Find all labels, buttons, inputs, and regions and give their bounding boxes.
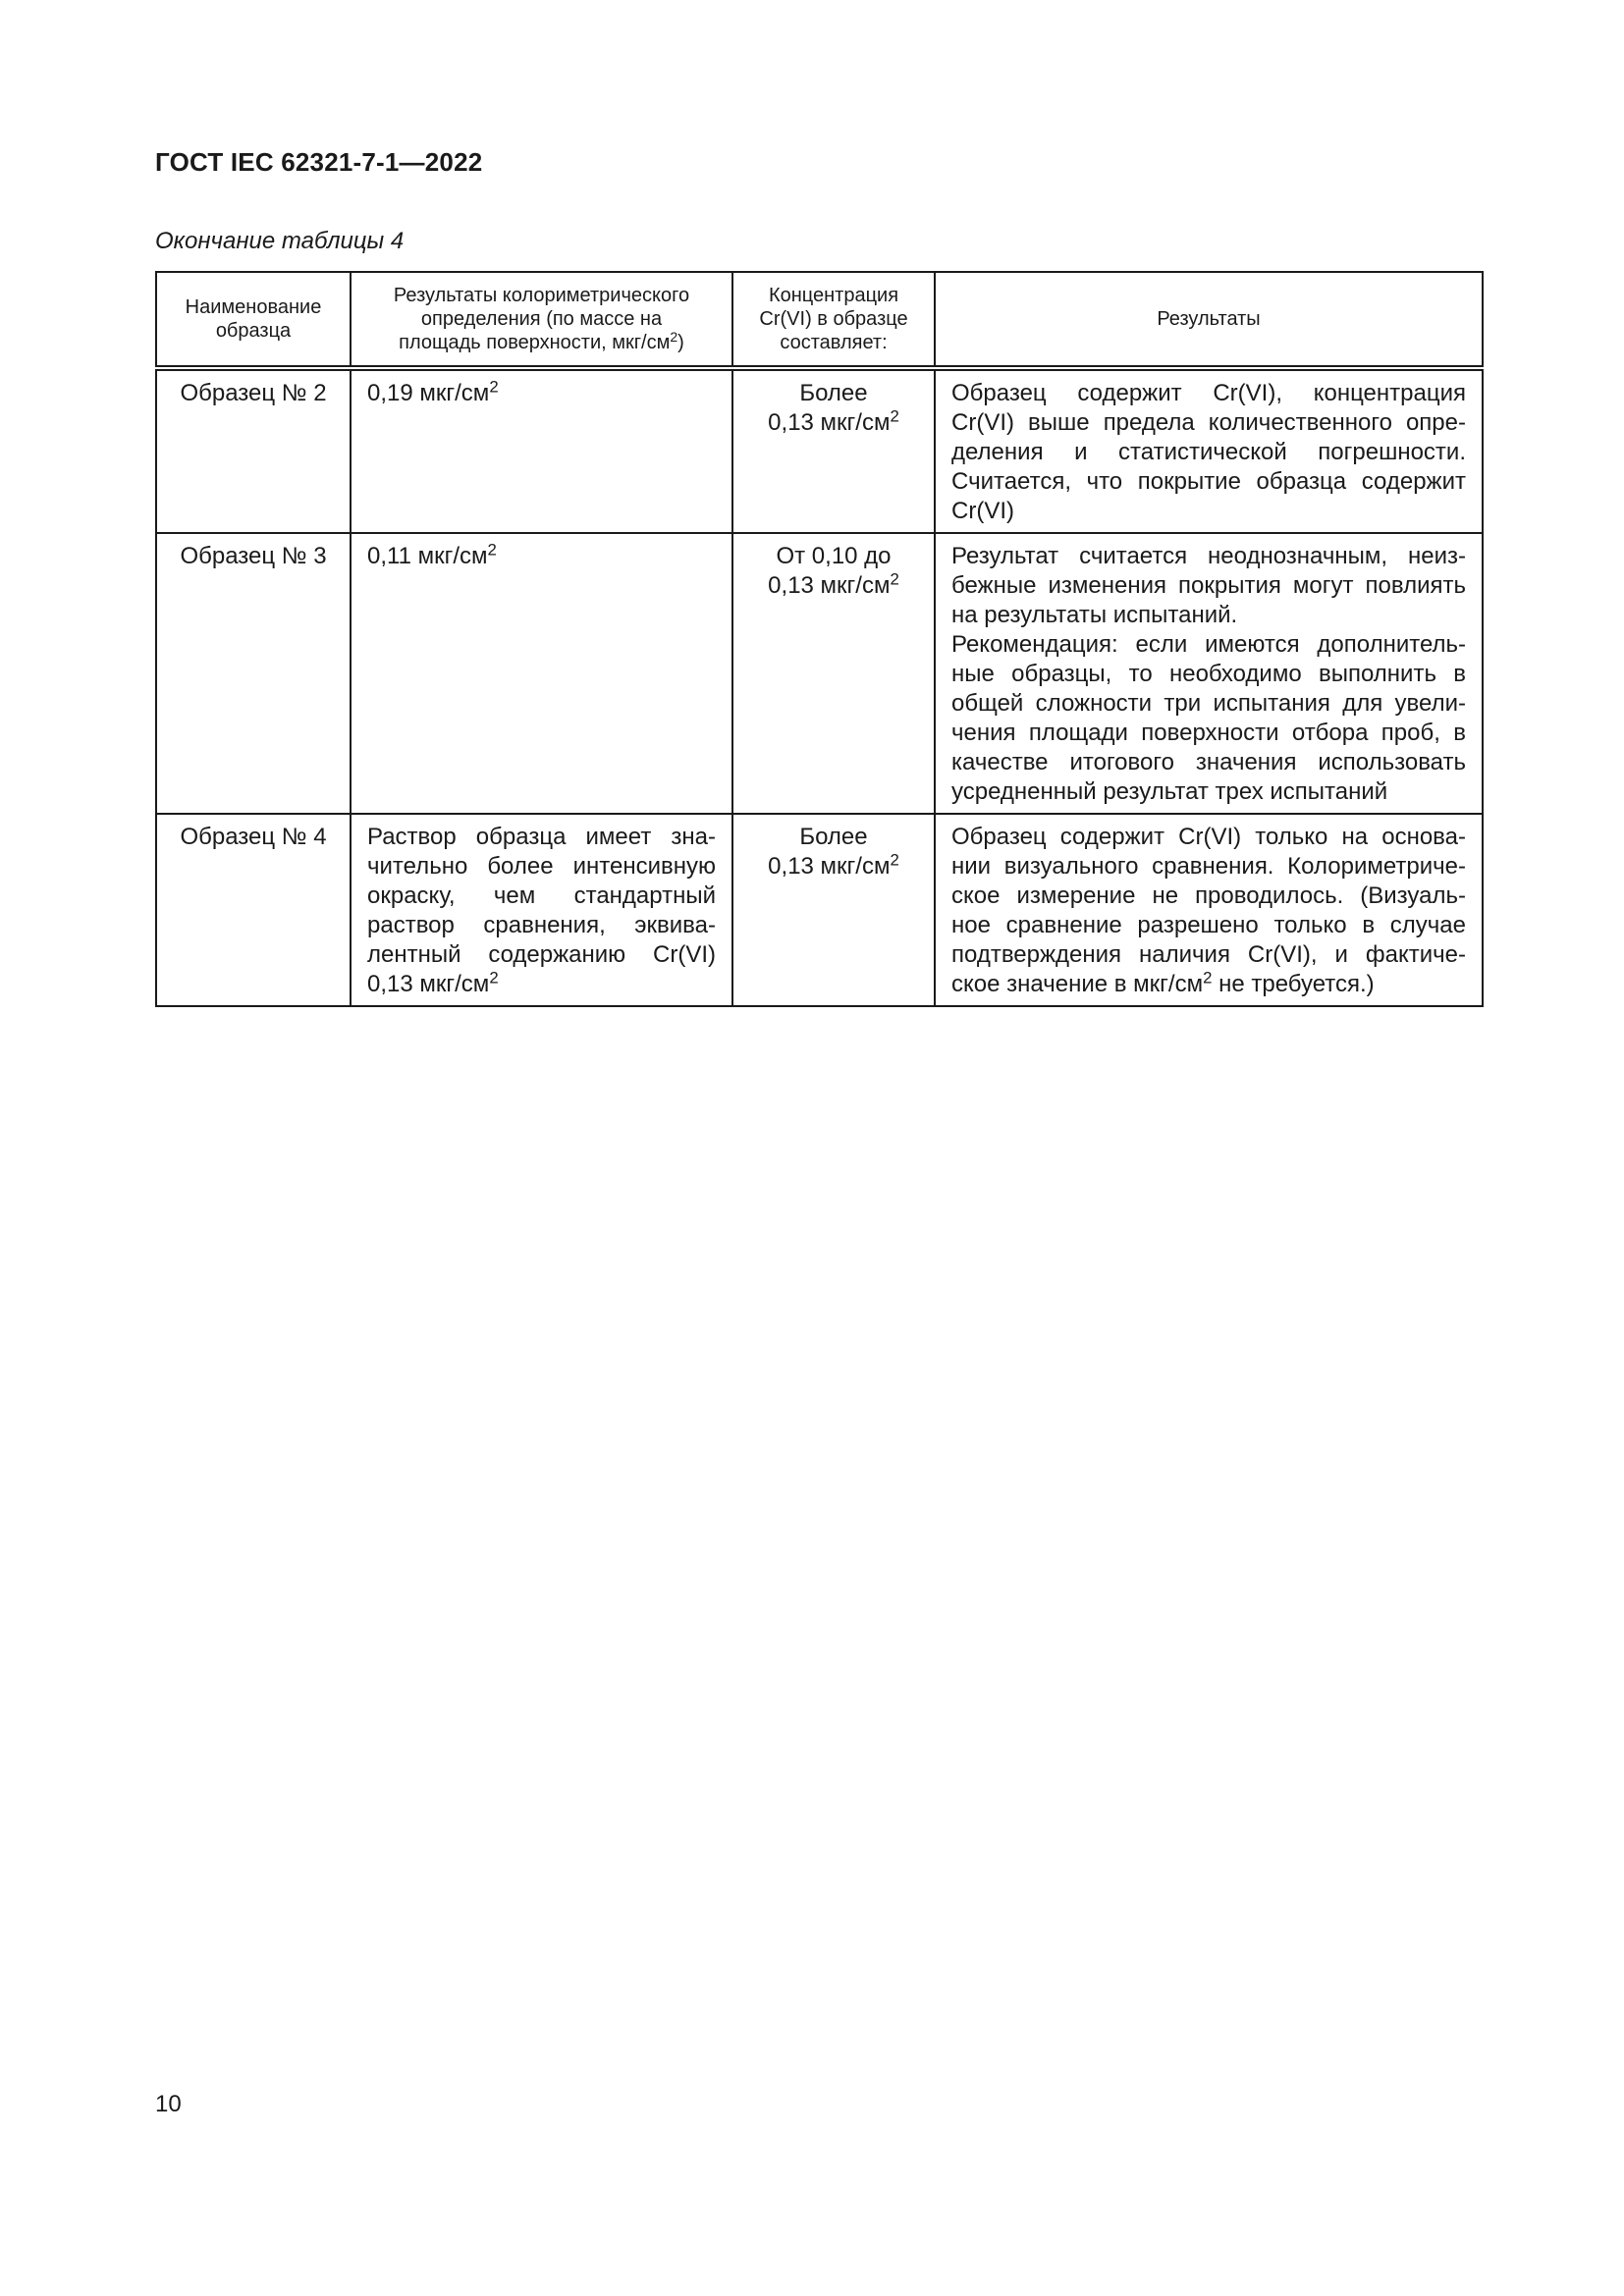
cell-line <box>367 379 716 408</box>
cell-line: Считается, что покрытие образца содержит <box>951 468 1466 495</box>
header-concentration-line: составляет: <box>780 332 888 353</box>
cell-line: Cr(VI) <box>951 498 1014 524</box>
cell-concentration <box>732 368 935 533</box>
cell-result <box>935 533 1483 814</box>
cell-value: 0,11 мкг/см <box>367 543 488 569</box>
cell-line: нии визуального сравнения. Колориметриче- <box>951 853 1466 880</box>
cell-line: чительно более интенсивную <box>367 853 716 880</box>
table-row <box>156 814 1483 1006</box>
header-results: Результаты <box>935 272 1483 368</box>
header-sample-name-line: Наименование <box>185 296 322 318</box>
cell-value: 0,19 мкг/см <box>367 380 490 406</box>
cell-sup: 2 <box>890 406 899 426</box>
cell-line: бежные изменения покрытия могут повлиять <box>951 572 1466 599</box>
header-sample-name-line: образца <box>215 320 292 342</box>
cell-line: Результат считается неоднозначным, неиз- <box>951 543 1466 569</box>
page-number: 10 <box>155 2091 182 2117</box>
cell-line: ные образцы, то необходимо выполнить в <box>951 661 1466 687</box>
cell-line: ское измерение не проводилось. (Визуаль- <box>951 882 1466 909</box>
cell-line: От 0,10 до <box>776 543 892 569</box>
header-colorimetric-line <box>361 331 722 354</box>
cell-line: Более <box>799 824 868 850</box>
cell-line: окраску, чем стандартный <box>367 882 716 909</box>
table-caption: Окончание таблицы 4 <box>155 228 405 254</box>
cell-sup: 2 <box>487 540 497 560</box>
header-colorimetric-end: ) <box>677 332 684 353</box>
table-header-row <box>156 272 1483 368</box>
cell-value: 0,13 мкг/см <box>768 409 891 436</box>
cell-line: Образец содержит Cr(VI), концентрация <box>951 380 1466 406</box>
cell-concentration <box>732 533 935 814</box>
cell-line <box>951 970 1466 999</box>
cell-line: деления и статистической погрешности. <box>951 439 1466 465</box>
cell-sample-name: Образец № 4 <box>156 814 351 1006</box>
cell-line: подтверждения наличия Cr(VI), и фактиче- <box>951 941 1466 968</box>
cell-value: 0,13 мкг/см <box>367 971 490 997</box>
cell-line: на результаты испытаний. <box>951 602 1238 628</box>
header-sample-name <box>156 272 351 368</box>
header-concentration-line: Концентрация <box>768 285 899 306</box>
header-colorimetric-line: определения (по массе на <box>420 308 663 330</box>
cell-colorimetric <box>351 814 732 1006</box>
cell-line <box>367 542 716 571</box>
cell-colorimetric <box>351 368 732 533</box>
cell-line: Более <box>799 380 868 406</box>
cell-concentration <box>732 814 935 1006</box>
cell-sample-name: Образец № 2 <box>156 368 351 533</box>
header-concentration <box>732 272 935 368</box>
cell-value-end: не требуется.) <box>1212 971 1375 997</box>
cell-line: чения площади поверхности отбора проб, в <box>951 720 1466 746</box>
cell-sup: 2 <box>489 968 499 988</box>
cell-line: Cr(VI) выше предела количественного опре- <box>951 409 1466 436</box>
cell-line: лентный содержанию Cr(VI) <box>367 941 716 968</box>
cell-value: 0,13 мкг/см <box>768 572 891 599</box>
cell-sup: 2 <box>1203 968 1213 988</box>
header-colorimetric-unit: площадь поверхности, мкг/см <box>399 332 671 353</box>
cell-line: Раствор образца имеет зна- <box>367 824 716 850</box>
cell-sup: 2 <box>489 377 499 397</box>
header-colorimetric <box>351 272 732 368</box>
header-concentration-line: Cr(VI) в образце <box>759 308 908 330</box>
table-row <box>156 533 1483 814</box>
results-table <box>155 271 1484 1007</box>
cell-line: качестве итогового значения использовать <box>951 749 1466 775</box>
cell-line <box>367 970 716 999</box>
cell-sample-name: Образец № 3 <box>156 533 351 814</box>
cell-value: 0,13 мкг/см <box>768 853 891 880</box>
cell-sup: 2 <box>890 850 899 870</box>
cell-result <box>935 814 1483 1006</box>
cell-line: усредненный результат трех испытаний <box>951 778 1388 805</box>
cell-colorimetric <box>351 533 732 814</box>
cell-line <box>749 852 918 881</box>
table-row <box>156 368 1483 533</box>
cell-line <box>749 408 918 438</box>
cell-line: раствор сравнения, эквива- <box>367 912 716 938</box>
cell-result <box>935 368 1483 533</box>
header-colorimetric-sup: 2 <box>670 329 678 345</box>
cell-line <box>749 571 918 601</box>
cell-line: общей сложности три испытания для увели- <box>951 690 1466 717</box>
cell-line: Образец содержит Cr(VI) только на основа- <box>951 824 1466 850</box>
cell-line: Рекомендация: если имеются дополнитель- <box>951 631 1466 658</box>
cell-value: ское значение в мкг/см <box>951 971 1204 997</box>
cell-line: ное сравнение разрешено только в случае <box>951 912 1466 938</box>
document-header: ГОСТ IEC 62321-7-1—2022 <box>155 147 483 177</box>
header-colorimetric-line: Результаты колориметрического <box>393 285 690 306</box>
cell-sup: 2 <box>890 569 899 589</box>
